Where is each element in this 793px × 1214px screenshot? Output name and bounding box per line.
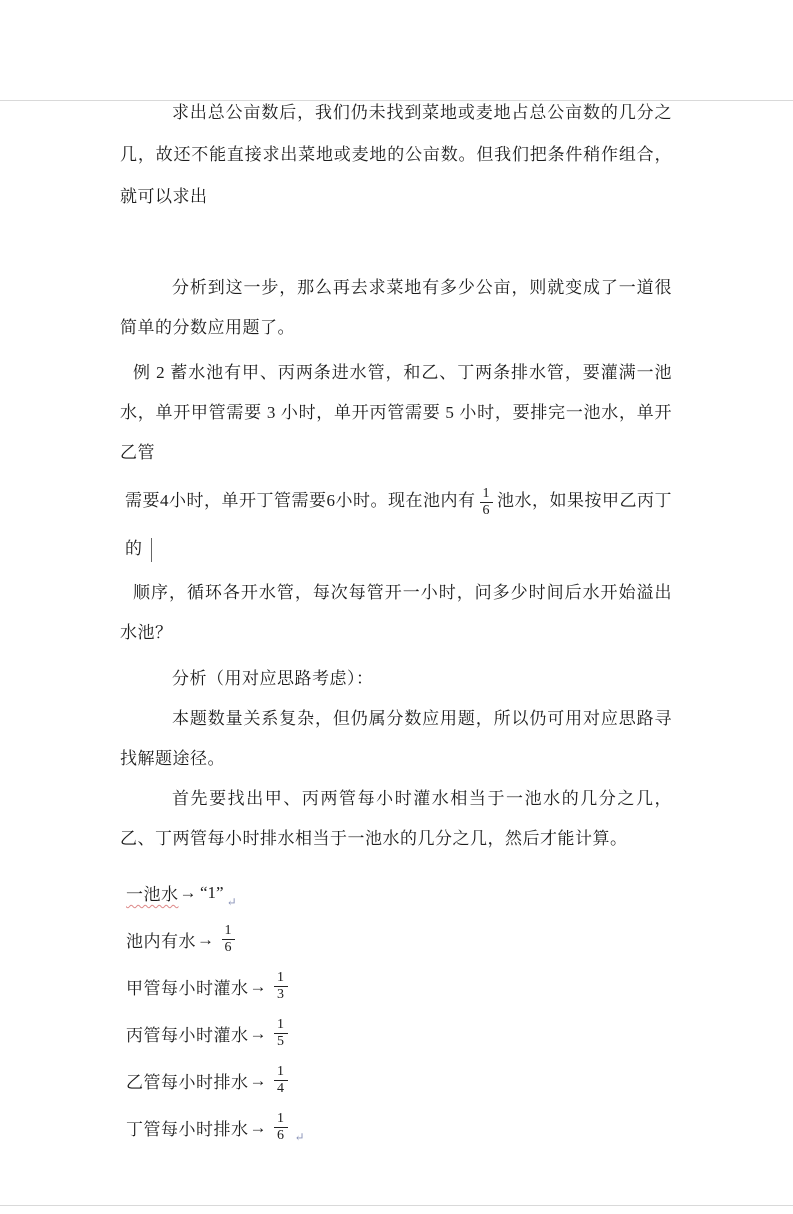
- paragraph-example-2: 例 2 蓄水池有甲、丙两条进水管，和乙、丁两条排水管，要灌满一池水，单开甲管需要 3 小时，单开丙管需要 5 小时，要排完一池水，单开乙管: [120, 363, 672, 462]
- formula-row: [126, 1010, 672, 1057]
- document-page: [0, 92, 793, 1214]
- arrow-icon: →: [249, 1070, 267, 1090]
- arrow-icon: →: [249, 976, 267, 996]
- fraction-numerator: 1: [480, 486, 494, 503]
- fraction-numerator: 1: [274, 1064, 288, 1081]
- formula-row: [126, 1104, 672, 1151]
- fraction-denominator: 6: [482, 502, 490, 518]
- arrow-icon: →: [197, 929, 215, 949]
- formula-row: [126, 869, 672, 916]
- fraction: [222, 923, 236, 956]
- paragraph: 首先要找出甲、丙两管每小时灌水相当于一池水的几分之几，乙、丁两管每小时排水相当于一池水的几分之几，然后才能计算。: [120, 789, 672, 848]
- arrow-icon: →: [179, 882, 197, 902]
- fraction: [274, 970, 288, 1003]
- paragraph: 分析到这一步，那么再去求菜地有多少公亩，则就变成了一道很简单的分数应用题了。: [120, 278, 672, 337]
- fraction-denominator: 3: [277, 987, 285, 1002]
- fraction: [274, 1064, 288, 1097]
- formula-label: 乙管每小时排水: [126, 1073, 249, 1092]
- fraction-numerator: 1: [222, 923, 236, 940]
- formula-label: 一池水: [126, 885, 179, 904]
- formula-label: 甲管每小时灌水: [126, 979, 249, 998]
- formula-row: [126, 1057, 672, 1104]
- fraction-numerator: 1: [274, 970, 288, 987]
- formula-label: 丁管每小时排水: [126, 1120, 249, 1139]
- paragraph: 顺序，循环各开水管，每次每管开一小时，问多少时间后水开始溢出水池？: [120, 583, 672, 642]
- arrow-icon: →: [249, 1023, 267, 1043]
- text-cursor: [151, 538, 152, 562]
- fraction-line-pre-text: 需要4小时，单开丁管需要6小时。现在池内有: [125, 491, 476, 510]
- fraction-numerator: 1: [274, 1017, 288, 1034]
- fraction-denominator: 4: [277, 1081, 285, 1096]
- fraction-denominator: 6: [277, 1128, 285, 1143]
- document-content: [0, 92, 793, 1151]
- paragraph-analysis-heading: 分析（用对应思路考虑）：: [172, 669, 374, 688]
- fraction: [274, 1111, 288, 1144]
- fraction: [274, 1017, 288, 1050]
- paragraph-with-fraction: [120, 477, 672, 573]
- formula-value: “1”: [200, 882, 224, 902]
- formula-row: [126, 963, 672, 1010]
- formula-label: 池内有水: [126, 932, 196, 951]
- formula-list: [120, 869, 672, 1151]
- paragraph: 本题数量关系复杂，但仍属分数应用题，所以仍可用对应思路寻找解题途径。: [120, 709, 672, 768]
- fraction-denominator: 6: [224, 940, 232, 955]
- page-bottom-border: [0, 1205, 793, 1206]
- formula-label: 丙管每小时灌水: [126, 1026, 249, 1045]
- arrow-icon: →: [249, 1117, 267, 1137]
- fraction-line-post-text: 池水，如果按甲乙丙丁的: [125, 491, 672, 558]
- line-break-mark-icon: ↵: [294, 1130, 306, 1144]
- paragraph: 求出总公亩数后，我们仍未找到菜地或麦地占总公亩数的几分之几，故还不能直接求出菜地或麦地的公亩数。但我们把条件稍作组合，就可以求出: [120, 103, 672, 206]
- line-break-mark-icon: ↵: [226, 895, 238, 909]
- fraction: [480, 486, 494, 519]
- fraction-denominator: 5: [277, 1034, 285, 1049]
- fraction-numerator: 1: [274, 1111, 288, 1128]
- formula-row: [126, 916, 672, 963]
